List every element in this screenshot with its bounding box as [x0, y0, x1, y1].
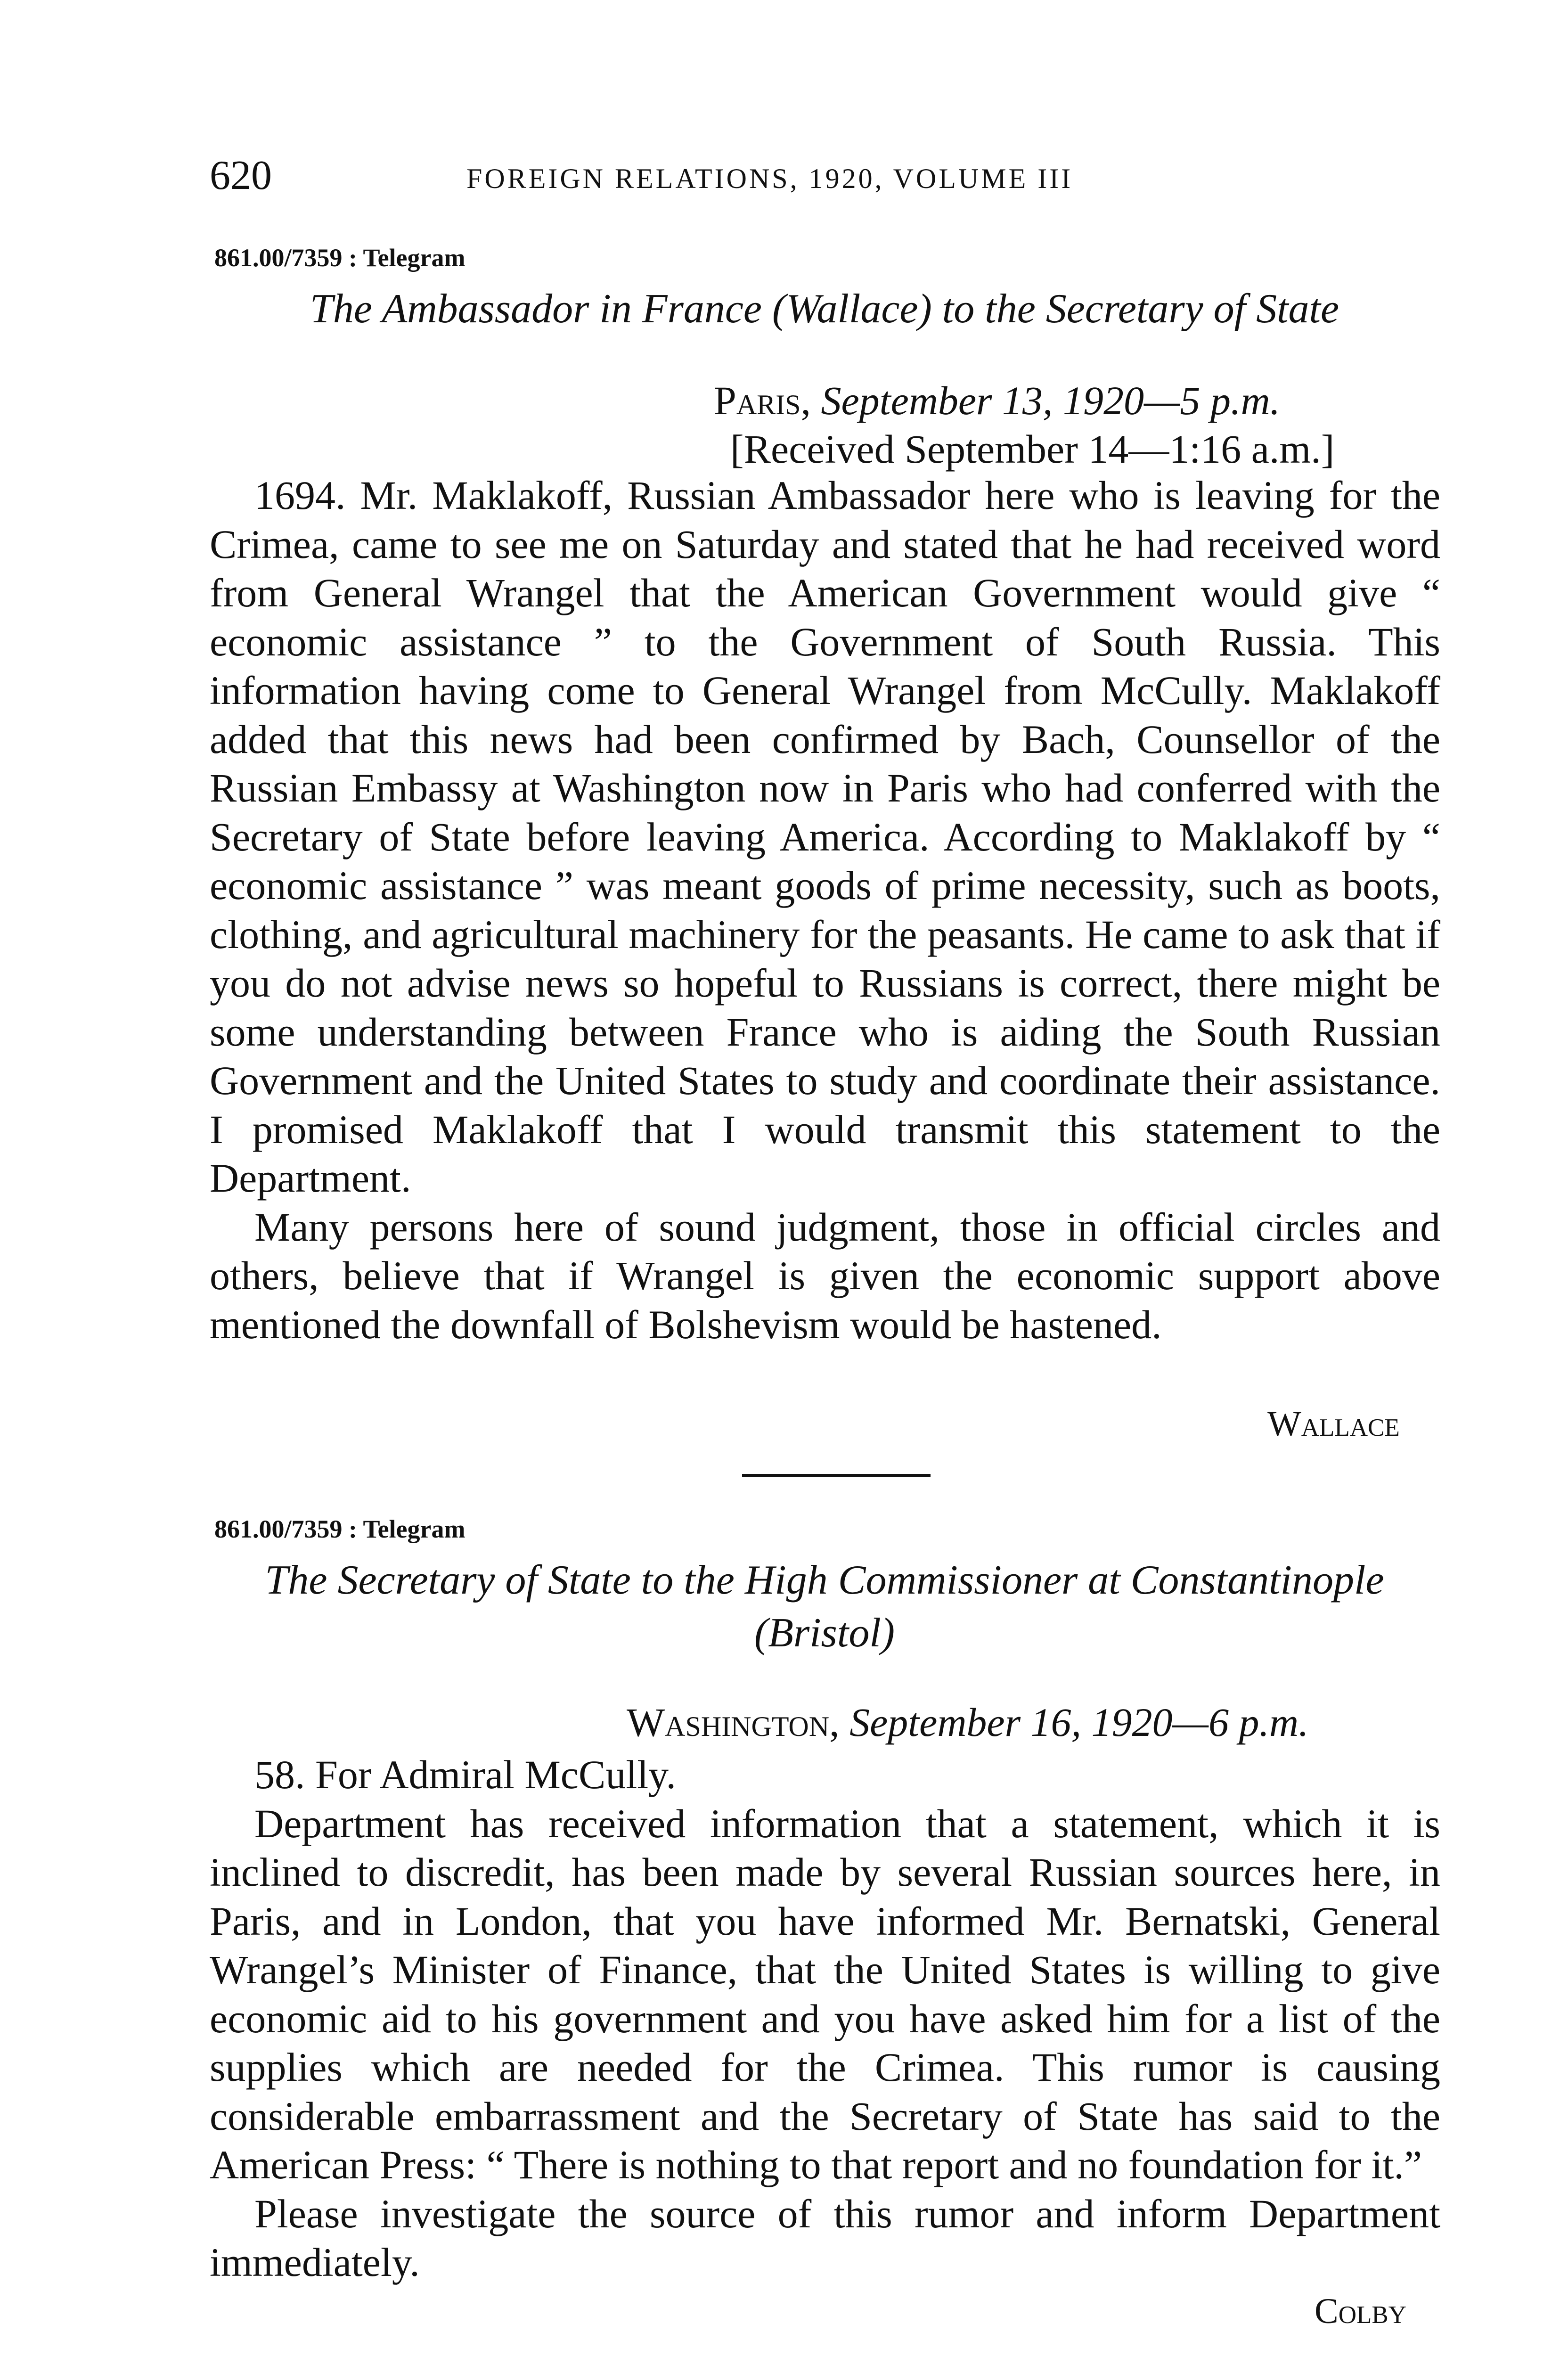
paragraph: 58. For Admiral McCully. [254, 1752, 677, 1797]
dateline-date-1: September 13, 1920—5 p.m. [821, 378, 1281, 423]
paragraph: Many persons here of sound judgment, those in official circles and others, believe that if Wrangel is given the economic support above mentioned the downfall of Bolshevism would be hastened. [210, 1204, 1440, 1347]
signature-1: Wallace [1267, 1404, 1400, 1444]
paragraph: Please investigate the source of this rumor and inform Department immediately. [210, 2191, 1440, 2285]
received-line-1: [Received September 14—1:16 a.m.] [730, 426, 1335, 472]
dateline-place-1: Paris, [714, 378, 811, 423]
paragraph: 1694. Mr. Maklakoff, Russian Ambassador here who is leaving for the Crimea, came to see me on Saturday and stated that he had received word from General Wrangel that the American Government would give “ economic assistance ” to the Government of South Russia. This information having come to General Wrangel from McCully. Maklakoff added that this news had been confirmed by Bach, Counsellor of the Russian Embassy at Washington now in Paris who had conferred with the Secretary of State before leaving America. According to Maklakoff by “ economic assistance ” was meant goods of prime necessity, such as boots, clothing, and agricultural machinery for the peasants. He came to ask that if you do not advise news so hopeful to Russians is correct, there might be some understanding between France who is aiding the South Russian Government and the United States to study and coordinate their assistance. I promised Maklakoff that I would transmit this statement to the Department. [210, 473, 1440, 1201]
file-reference-1: 861.00/7359 : Telegram [214, 244, 466, 272]
heading-2: The Secretary of State to the High Commissioner at Constantinople [265, 1557, 1384, 1603]
paragraph: Department has received information that a statement, which it is inclined to discredit, has been made by several Russian sources here, in Paris, and in London, that you have informed Mr. Bernatski, General Wrangel’s Minister of Finance, that the United States is willing to give economic aid to his government and you have asked him for a list of the supplies which are needed for the Crimea. This rumor is causing considerable embarrassment and the Secretary of State has said to the American Press: “ There is nothing to that report and no foundation for it.” [210, 1800, 1440, 2187]
body-text-1 [210, 471, 1440, 1349]
dateline-date-2: September 16, 1920—6 p.m. [849, 1700, 1309, 1745]
dateline-place-2: Washington, [627, 1700, 840, 1745]
dateline-1 [714, 375, 1280, 426]
page-number: 620 [210, 153, 272, 198]
signature-2: Colby [1315, 2291, 1406, 2331]
file-reference-2: 861.00/7359 : Telegram [214, 1515, 466, 1543]
running-header [210, 145, 1439, 206]
heading-2-line-2: (Bristol) [754, 1610, 895, 1656]
heading-1: The Ambassador in France (Wallace) to the Secretary of State [310, 286, 1339, 332]
body-text-2 [210, 1751, 1440, 2287]
section-divider [742, 1474, 931, 1477]
running-title: FOREIGN RELATIONS, 1920, VOLUME III [466, 163, 1073, 194]
dateline-2 [627, 1696, 1309, 1748]
